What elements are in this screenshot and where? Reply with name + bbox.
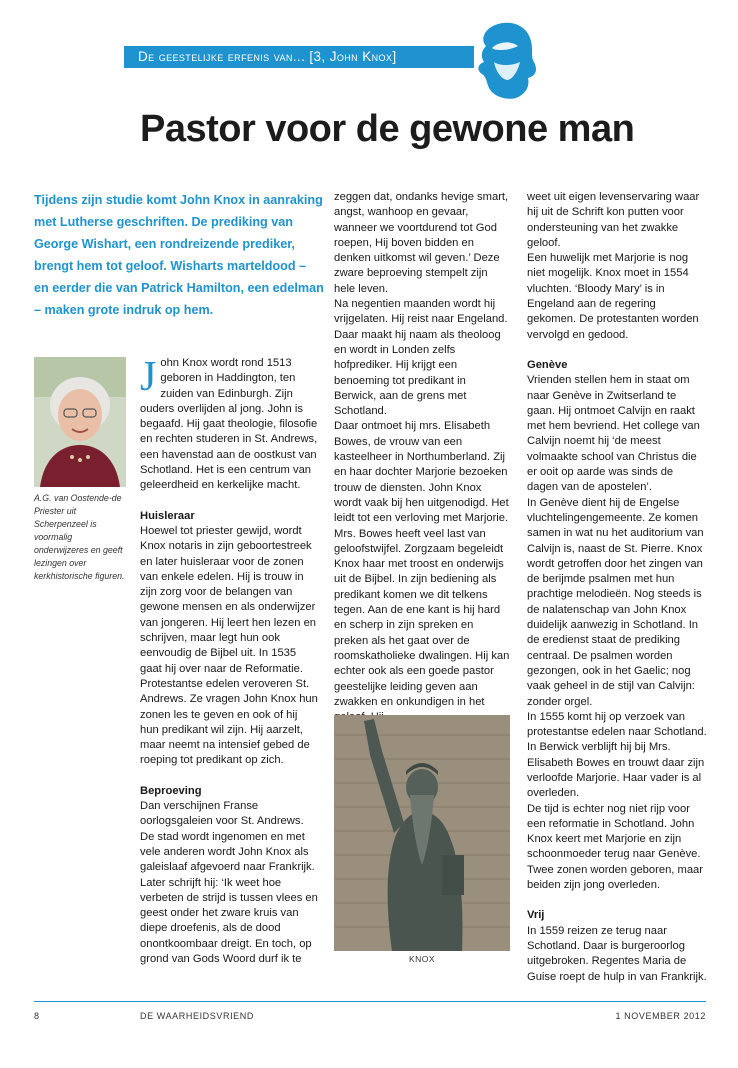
opening-paragraph: John Knox wordt rond 1513 geboren in Haddington, ten zuiden van Edinburgh. Zijn ouders overlijden al jong. John is begaafd. Hij gaat theologie, filosofie en rechten studeren in St. Andrews, een havenstad aan de oostkust van Schotland. Het is een centrum van geleerdheid en kerkelijke macht.: [140, 354, 318, 492]
issue-date: 1 NOVEMBER 2012: [615, 1011, 706, 1021]
article-column-1: [140, 356, 318, 967]
author-portrait: [34, 357, 126, 487]
paragraph: In 1559 reizen ze terug naar Schotland. Daar is burgeroorlog uitgebroken. Regentes Maria de Guise roept de hulp in van Frankrijk.: [527, 924, 707, 983]
paragraph: Hoewel tot priester gewijd, wordt Knox notaris in zijn geboortestreek en later huisleraar voor de zonen van enkele edelen. Hij is trouw in zijn zorg voor de belangen van gewone mensen en als onderwijzer van jongeren. Hij leert hen lezen en schrijven, maar legt hun ook eenvoudig de Bijbel uit. In 1535 gaat hij over naar de Reformatie. Protestantse edelen veroveren St. Andrews. Ze vragen John Knox hun zonen les te geven en ook of hij hun predikant wil zijn. Hij aarzelt, maar neemt na intensief gebed de roeping tot predikant op zich.: [140, 524, 318, 767]
subheading-huisleraar: Huisleraar: [140, 509, 195, 522]
portrait-caption: A.G. van Oostende-de Priester uit Scherpenzeel is voormalig onderwijzeres en geeft lezingen over kerkhistorische figuren.: [34, 493, 125, 581]
subheading-vrij: Vrij: [527, 909, 545, 922]
knox-statue-photo: [334, 715, 510, 951]
article-column-3: [527, 190, 707, 985]
paragraph: De tijd is echter nog niet rijp voor een reformatie in Schotland. John Knox keert met Marjorie en zijn schoonmoeder terug naar Genève. Twee zonen worden geboren, maar beiden zijn jong overleden.: [527, 802, 704, 892]
subheading-beproeving: Beproeving: [140, 784, 202, 797]
paragraph: In Genève dient hij de Engelse vluchtelingengemeente. Ze komen samen in wat nu het auditorium van Calvijn is, naast de St. Pierre. Knox wordt getroffen door het zingen van de berijmde psalmen met hun prachtige melodieën. Nog steeds is de nalatenschap van John Knox duidelijk aanwezig in Schotland. In de eredienst staat de prediking centraal. De psalmen worden gezongen, ook in het Gaelic; nog vaak geheel in de stijl van Calvijn: zonder orgel.: [527, 496, 704, 708]
publication-name: DE WAARHEIDSVRIEND: [140, 1011, 254, 1021]
page-title: Pastor voor de gewone man: [140, 108, 635, 150]
subheading-geneve: Genève: [527, 358, 568, 371]
intro-paragraph: Tijdens zijn studie komt John Knox in aanraking met Lutherse geschriften. De prediking van George Wishart, een rondreizende prediker, brengt hem tot geloof. Wisharts marteldood – en eerder die van Patrick Hamilton, een edelman – maken grote indruk op hem.: [34, 193, 324, 317]
footer-divider: [34, 1001, 706, 1002]
paragraph: Een huwelijk met Marjorie is nog niet mogelijk. Knox moet in 1554 vluchten. ‘Bloody Mary’ is in Engeland aan de regering gekomen. De protestanten worden vervolgd en gedood.: [527, 252, 699, 341]
page-number: 8: [34, 1011, 40, 1021]
article-column-2: [334, 190, 510, 725]
paragraph: Daar ontmoet hij mrs. Elisabeth Bowes, de vrouw van een kasteelheer in Northumberland. Zij en haar dochter Marjorie bezoeken trouw de diensten. John Knox wordt vaak bij hen uitgenodigd. Het leidt tot een verloving met Marjorie.: [334, 420, 509, 525]
paragraph: weet uit eigen levenservaring waar hij uit de Schrift kon putten voor ondersteuning van het zwakke geloof.: [527, 191, 700, 249]
paragraph: Vrienden stellen hem in staat om naar Genève in Zwitserland te gaan. Hij ontmoet Calvijn en raakt met hem bevriend. Het college van Calvijn noemt hij ‘de meest volmaakte school van Christus die er ooit op aarde was sinds de dagen van de apostelen’.: [527, 374, 700, 494]
series-title: De geestelijke erfenis van... [3, John Knox]: [138, 49, 397, 64]
paragraph: Dan verschijnen Franse oorlogsgaleien voor St. Andrews. De stad wordt ingenomen en met vele anderen wordt John Knox als galeislaaf afgevoerd naar Frankrijk. Later schrijft hij: ‘Ik weet hoe verbeten de strijd is tussen vlees en geest onder het zware kruis van diepe droefenis, als de dood onontkoombaar dreigt. En toch, op grond van Gods Woord durf ik te: [140, 800, 318, 965]
knox-portrait-icon: [468, 18, 542, 100]
dropcap: J: [140, 354, 157, 400]
paragraph: Na negentien maanden wordt hij vrijgelaten. Hij reist naar Engeland. Daar maakt hij naam als theoloog en wordt in Londen zelfs hofprediker. Hij krijgt een benoeming tot predikant in Berwick, aan de grens met Schotland.: [334, 298, 508, 418]
image-caption: KNOX: [408, 954, 436, 964]
paragraph: In 1555 komt hij op verzoek van protestantse edelen naar Schotland. In Berwick verblijft hij bij Mrs. Elisabeth Bowes en trouwt daar zijn verloofde Marjorie. Haar vader is al overleden.: [527, 710, 707, 800]
paragraph: Mrs. Bowes heeft veel last van geloofstwijfel. Zorgzaam begeleidt Knox haar met troost en onderwijs uit de Bijbel. In zijn bediening als predikant komen we dit telkens tegen. Aan de ene kant is hij hard en scherp in zijn spreken en preken als het gaat over de roomskatholieke dwalingen. Hij kan echter ook als een goede pastor geestelijke leiding geven aan zwakken en onkundigen in het: [334, 527, 510, 708]
paragraph: zeggen dat, ondanks hevige smart, angst, wanhoop en gevaar, wanneer we voortdurend tot God roepen, Hij boven bidden en denken uitkomst wil geven.’ Deze zware beproeving stempelt zijn hele leven.: [334, 191, 509, 295]
